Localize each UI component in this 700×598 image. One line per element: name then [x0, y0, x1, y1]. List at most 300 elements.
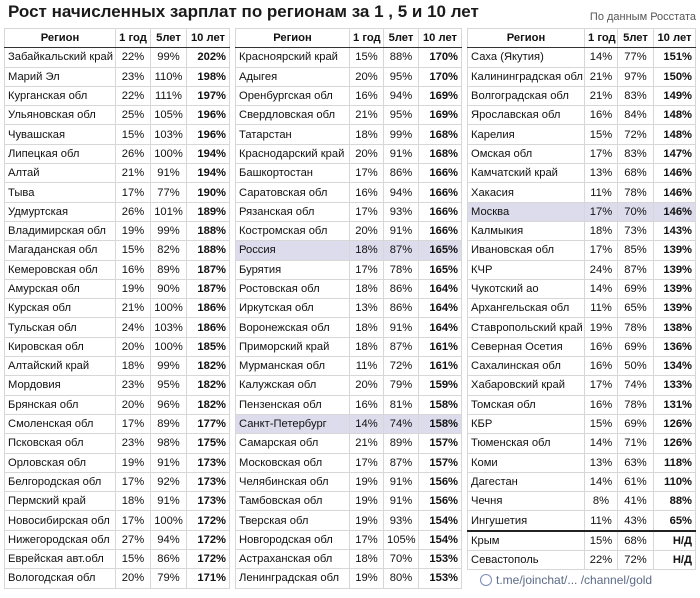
table-row — [468, 472, 696, 491]
table-row — [468, 299, 696, 318]
cell-5y: 78% — [618, 183, 654, 202]
col-1y: 1 год — [116, 29, 151, 48]
cell-5y: 83% — [618, 86, 654, 105]
cell-1y: 23% — [116, 376, 151, 395]
cell-5y: 87% — [384, 337, 419, 356]
cell-1y: 11% — [585, 183, 618, 202]
table-row — [468, 241, 696, 260]
cell-5y: 86% — [151, 550, 187, 569]
cell-10y: 149% — [654, 86, 696, 105]
cell-1y: 14% — [585, 472, 618, 491]
table-row — [236, 337, 462, 356]
cell-5y: 72% — [618, 551, 654, 570]
cell-1y: 21% — [116, 164, 151, 183]
cell-region: Алтайский край — [5, 357, 116, 376]
cell-10y: 150% — [654, 67, 696, 86]
cell-5y: 93% — [384, 202, 419, 221]
cell-5y: 105% — [384, 530, 419, 549]
cell-region: Брянская обл — [5, 395, 116, 414]
cell-region: Ярославская обл — [468, 106, 585, 125]
cell-10y: 168% — [419, 144, 462, 163]
cell-1y: 13% — [350, 299, 384, 318]
cell-5y: 97% — [618, 67, 654, 86]
table-row — [236, 318, 462, 337]
table-row — [5, 221, 230, 240]
cell-1y: 18% — [350, 337, 384, 356]
cell-region: Россия — [236, 241, 350, 260]
cell-10y: 148% — [654, 125, 696, 144]
cell-5y: 99% — [151, 221, 187, 240]
cell-region: Липецкая обл — [5, 144, 116, 163]
cell-1y: 24% — [116, 318, 151, 337]
cell-1y: 20% — [116, 569, 151, 588]
cell-10y: 165% — [419, 260, 462, 279]
cell-region: Архангельская обл — [468, 299, 585, 318]
cell-5y: 100% — [151, 511, 187, 530]
cell-10y: 188% — [187, 241, 230, 260]
cell-10y: 187% — [187, 260, 230, 279]
cell-10y: 138% — [654, 318, 696, 337]
cell-5y: 99% — [151, 48, 187, 67]
cell-10y: 188% — [187, 221, 230, 240]
cell-5y: 91% — [151, 164, 187, 183]
cell-5y: 100% — [151, 144, 187, 163]
cell-10y: 168% — [419, 125, 462, 144]
table-header-row — [5, 29, 230, 48]
cell-10y: 126% — [654, 414, 696, 433]
col-5y: 5лет — [151, 29, 187, 48]
cell-1y: 14% — [350, 414, 384, 433]
cell-region: Чукотский ао — [468, 279, 585, 298]
cell-5y: 91% — [151, 453, 187, 472]
cell-region: Воронежская обл — [236, 318, 350, 337]
cell-region: Крым — [468, 531, 585, 551]
cell-1y: 26% — [116, 144, 151, 163]
cell-5y: 91% — [384, 492, 419, 511]
cell-5y: 50% — [618, 357, 654, 376]
table-row — [236, 492, 462, 511]
cell-1y: 20% — [116, 337, 151, 356]
table-row — [468, 511, 696, 531]
cell-1y: 22% — [116, 86, 151, 105]
cell-1y: 18% — [350, 279, 384, 298]
cell-1y: 15% — [585, 531, 618, 551]
table-row — [5, 260, 230, 279]
cell-region: Карелия — [468, 125, 585, 144]
cell-5y: 41% — [618, 492, 654, 511]
cell-1y: 19% — [116, 221, 151, 240]
cell-region: Бурятия — [236, 260, 350, 279]
salary-table-1 — [4, 28, 230, 589]
table-row — [5, 318, 230, 337]
table-row — [468, 414, 696, 433]
cell-5y: 87% — [384, 241, 419, 260]
table-row — [236, 472, 462, 491]
cell-10y: 154% — [419, 530, 462, 549]
table-row — [236, 530, 462, 549]
cell-5y: 70% — [384, 550, 419, 569]
table-row — [236, 357, 462, 376]
cell-10y: 139% — [654, 260, 696, 279]
col-region: Регион — [236, 29, 350, 48]
globe-icon — [480, 574, 492, 586]
page-title: Рост начисленных зарплат по регионам за 1 , 5 и 10 лет — [8, 2, 479, 21]
cell-5y: 79% — [384, 376, 419, 395]
table-row — [236, 260, 462, 279]
cell-region: Ингушетия — [468, 511, 585, 531]
cell-5y: 90% — [151, 279, 187, 298]
cell-5y: 74% — [384, 414, 419, 433]
cell-5y: 110% — [151, 67, 187, 86]
cell-region: Ивановская обл — [468, 241, 585, 260]
cell-1y: 16% — [350, 183, 384, 202]
cell-10y: 186% — [187, 318, 230, 337]
table-row — [5, 569, 230, 588]
table-row — [236, 299, 462, 318]
cell-5y: 100% — [151, 299, 187, 318]
source-note: По данным Росстата — [589, 11, 696, 23]
cell-1y: 15% — [116, 125, 151, 144]
cell-1y: 17% — [116, 511, 151, 530]
cell-region: Саха (Якутия) — [468, 48, 585, 67]
cell-5y: 87% — [618, 260, 654, 279]
cell-5y: 72% — [618, 125, 654, 144]
cell-5y: 77% — [151, 183, 187, 202]
cell-1y: 17% — [116, 183, 151, 202]
cell-1y: 20% — [350, 67, 384, 86]
cell-10y: 186% — [187, 299, 230, 318]
table-row — [468, 106, 696, 125]
col-5y: 5лет — [384, 29, 419, 48]
cell-region: Удмуртская — [5, 202, 116, 221]
cell-5y: 91% — [384, 472, 419, 491]
cell-1y: 14% — [585, 279, 618, 298]
cell-5y: 70% — [618, 202, 654, 221]
cell-10y: 134% — [654, 357, 696, 376]
table-row — [236, 569, 462, 588]
cell-1y: 19% — [116, 279, 151, 298]
table-row — [236, 550, 462, 569]
cell-10y: 187% — [187, 279, 230, 298]
cell-10y: 157% — [419, 453, 462, 472]
cell-10y: 166% — [419, 202, 462, 221]
table-row — [236, 414, 462, 433]
cell-10y: 156% — [419, 492, 462, 511]
table-row — [468, 492, 696, 511]
cell-region: Алтай — [5, 164, 116, 183]
cell-10y: 65% — [654, 511, 696, 531]
cell-5y: 103% — [151, 125, 187, 144]
table-header-row — [236, 29, 462, 48]
cell-region: Рязанская обл — [236, 202, 350, 221]
cell-5y: 89% — [151, 260, 187, 279]
cell-10y: 177% — [187, 414, 230, 433]
cell-1y: 18% — [350, 550, 384, 569]
cell-region: Ульяновская обл — [5, 106, 116, 125]
cell-region: Белгородская обл — [5, 472, 116, 491]
cell-1y: 18% — [350, 125, 384, 144]
cell-5y: 65% — [618, 299, 654, 318]
cell-5y: 99% — [384, 125, 419, 144]
cell-region: Саратовская обл — [236, 183, 350, 202]
cell-10y: 198% — [187, 67, 230, 86]
table-row — [5, 472, 230, 491]
cell-10y: Н/Д — [654, 551, 696, 570]
cell-5y: 86% — [384, 164, 419, 183]
cell-region: Красноярский край — [236, 48, 350, 67]
cell-region: Смоленская обл — [5, 414, 116, 433]
cell-10y: 166% — [419, 183, 462, 202]
cell-5y: 93% — [384, 511, 419, 530]
cell-1y: 18% — [350, 241, 384, 260]
cell-5y: 83% — [618, 144, 654, 163]
cell-5y: 91% — [384, 221, 419, 240]
cell-5y: 61% — [618, 472, 654, 491]
cell-region: Ставропольский край — [468, 318, 585, 337]
cell-10y: 143% — [654, 221, 696, 240]
cell-1y: 20% — [116, 395, 151, 414]
table-row — [236, 279, 462, 298]
cell-10y: 182% — [187, 357, 230, 376]
cell-region: Пензенская обл — [236, 395, 350, 414]
cell-5y: 73% — [618, 221, 654, 240]
cell-region: Астраханская обл — [236, 550, 350, 569]
cell-region: Татарстан — [236, 125, 350, 144]
cell-1y: 17% — [116, 414, 151, 433]
cell-1y: 13% — [585, 164, 618, 183]
table-row — [5, 299, 230, 318]
cell-10y: 139% — [654, 279, 696, 298]
cell-1y: 26% — [116, 202, 151, 221]
cell-10y: 161% — [419, 357, 462, 376]
table-row — [5, 414, 230, 433]
cell-1y: 21% — [585, 86, 618, 105]
cell-1y: 19% — [350, 492, 384, 511]
cell-10y: 194% — [187, 144, 230, 163]
cell-1y: 19% — [116, 453, 151, 472]
cell-10y: 172% — [187, 530, 230, 549]
cell-10y: 185% — [187, 337, 230, 356]
cell-1y: 21% — [350, 434, 384, 453]
cell-1y: 21% — [350, 106, 384, 125]
table-row — [236, 183, 462, 202]
cell-region: Владимирская обл — [5, 221, 116, 240]
cell-region: Сахалинская обл — [468, 357, 585, 376]
cell-10y: 196% — [187, 106, 230, 125]
table-row — [5, 202, 230, 221]
cell-10y: 154% — [419, 511, 462, 530]
cell-10y: 166% — [419, 164, 462, 183]
cell-10y: 146% — [654, 202, 696, 221]
watermark-text: t.me/joinchat/... /channel/gold — [496, 573, 653, 587]
cell-10y: 153% — [419, 550, 462, 569]
cell-5y: 86% — [384, 299, 419, 318]
cell-5y: 72% — [384, 357, 419, 376]
col-10y: 10 лет — [419, 29, 462, 48]
cell-region: Тамбовская обл — [236, 492, 350, 511]
table-row — [5, 183, 230, 202]
table-row — [5, 241, 230, 260]
table-row — [468, 260, 696, 279]
cell-region: Забайкальский край — [5, 48, 116, 67]
col-1y: 1 год — [585, 29, 618, 48]
cell-region: Камчатский край — [468, 164, 585, 183]
cell-1y: 19% — [585, 318, 618, 337]
cell-5y: 91% — [384, 318, 419, 337]
table-row — [468, 164, 696, 183]
table-row — [468, 453, 696, 472]
table-row — [236, 106, 462, 125]
table-row — [236, 376, 462, 395]
cell-5y: 68% — [618, 531, 654, 551]
table-row — [236, 241, 462, 260]
cell-10y: 173% — [187, 492, 230, 511]
table-row — [468, 434, 696, 453]
cell-1y: 15% — [350, 48, 384, 67]
cell-1y: 20% — [350, 144, 384, 163]
cell-region: Новосибирская обл — [5, 511, 116, 530]
cell-region: Омская обл — [468, 144, 585, 163]
cell-10y: 170% — [419, 67, 462, 86]
cell-10y: 151% — [654, 48, 696, 67]
cell-1y: 19% — [350, 569, 384, 588]
cell-region: Москва — [468, 202, 585, 221]
cell-10y: 88% — [654, 492, 696, 511]
cell-1y: 11% — [350, 357, 384, 376]
cell-region: Волгоградская обл — [468, 86, 585, 105]
table-row — [5, 164, 230, 183]
cell-region: Северная Осетия — [468, 337, 585, 356]
cell-region: Нижегородская обл — [5, 530, 116, 549]
cell-region: Тульская обл — [5, 318, 116, 337]
cell-5y: 78% — [618, 318, 654, 337]
cell-5y: 95% — [384, 67, 419, 86]
cell-region: Московская обл — [236, 453, 350, 472]
cell-region: Иркутская обл — [236, 299, 350, 318]
cell-region: Дагестан — [468, 472, 585, 491]
cell-1y: 14% — [585, 48, 618, 67]
cell-region: Адыгея — [236, 67, 350, 86]
cell-10y: 197% — [187, 86, 230, 105]
table-row — [468, 395, 696, 414]
cell-region: Тверская обл — [236, 511, 350, 530]
cell-5y: 84% — [618, 106, 654, 125]
cell-5y: 91% — [384, 144, 419, 163]
cell-5y: 69% — [618, 279, 654, 298]
cell-5y: 91% — [151, 492, 187, 511]
table-row — [468, 202, 696, 221]
cell-5y: 99% — [151, 357, 187, 376]
cell-5y: 94% — [151, 530, 187, 549]
cell-region: Краснодарский край — [236, 144, 350, 163]
cell-5y: 95% — [384, 106, 419, 125]
channel-watermark[interactable] — [478, 573, 652, 591]
cell-1y: 17% — [116, 472, 151, 491]
cell-region: Санкт-Петербург — [236, 414, 350, 433]
cell-5y: 71% — [618, 434, 654, 453]
cell-1y: 8% — [585, 492, 618, 511]
cell-1y: 17% — [350, 453, 384, 472]
cell-region: Калмыкия — [468, 221, 585, 240]
cell-region: КБР — [468, 414, 585, 433]
cell-10y: 126% — [654, 434, 696, 453]
table-row — [468, 376, 696, 395]
cell-region: Свердловская обл — [236, 106, 350, 125]
table-row — [468, 357, 696, 376]
cell-5y: 87% — [384, 453, 419, 472]
table-row — [468, 144, 696, 163]
table-row — [468, 551, 696, 570]
cell-10y: 148% — [654, 106, 696, 125]
cell-region: Орловская обл — [5, 453, 116, 472]
cell-region: Тыва — [5, 183, 116, 202]
cell-10y: 118% — [654, 453, 696, 472]
cell-1y: 17% — [350, 260, 384, 279]
cell-region: Костромская обл — [236, 221, 350, 240]
cell-region: Ленинградская обл — [236, 569, 350, 588]
cell-10y: 110% — [654, 472, 696, 491]
cell-1y: 15% — [116, 241, 151, 260]
table-row — [5, 395, 230, 414]
cell-10y: 172% — [187, 511, 230, 530]
cell-5y: 89% — [384, 434, 419, 453]
table-row — [5, 492, 230, 511]
cell-region: Коми — [468, 453, 585, 472]
table-row — [236, 434, 462, 453]
table-row — [468, 183, 696, 202]
cell-1y: 20% — [350, 376, 384, 395]
cell-10y: 146% — [654, 164, 696, 183]
cell-1y: 16% — [116, 260, 151, 279]
table-row — [236, 511, 462, 530]
cell-1y: 15% — [116, 550, 151, 569]
cell-5y: 81% — [384, 395, 419, 414]
cell-region: Магаданская обл — [5, 241, 116, 260]
cell-1y: 16% — [585, 106, 618, 125]
cell-5y: 96% — [151, 395, 187, 414]
cell-10y: 169% — [419, 106, 462, 125]
cell-10y: 196% — [187, 125, 230, 144]
cell-5y: 86% — [384, 279, 419, 298]
table-header-row — [468, 29, 696, 48]
table-row — [5, 106, 230, 125]
cell-5y: 101% — [151, 202, 187, 221]
cell-10y: 165% — [419, 241, 462, 260]
cell-5y: 111% — [151, 86, 187, 105]
cell-1y: 25% — [116, 106, 151, 125]
cell-10y: 173% — [187, 472, 230, 491]
cell-1y: 19% — [350, 511, 384, 530]
table-row — [5, 125, 230, 144]
table-row — [468, 67, 696, 86]
cell-1y: 14% — [585, 434, 618, 453]
cell-1y: 18% — [585, 221, 618, 240]
cell-region: Чечня — [468, 492, 585, 511]
table-row — [5, 376, 230, 395]
table-row — [468, 279, 696, 298]
col-region: Регион — [468, 29, 585, 48]
cell-1y: 22% — [585, 551, 618, 570]
table-row — [5, 144, 230, 163]
cell-region: Мурманская обл — [236, 357, 350, 376]
cell-1y: 16% — [350, 395, 384, 414]
cell-5y: 95% — [151, 376, 187, 395]
cell-region: Калужская обл — [236, 376, 350, 395]
col-1y: 1 год — [350, 29, 384, 48]
cell-region: Вологодская обл — [5, 569, 116, 588]
cell-10y: 156% — [419, 472, 462, 491]
cell-1y: 27% — [116, 530, 151, 549]
